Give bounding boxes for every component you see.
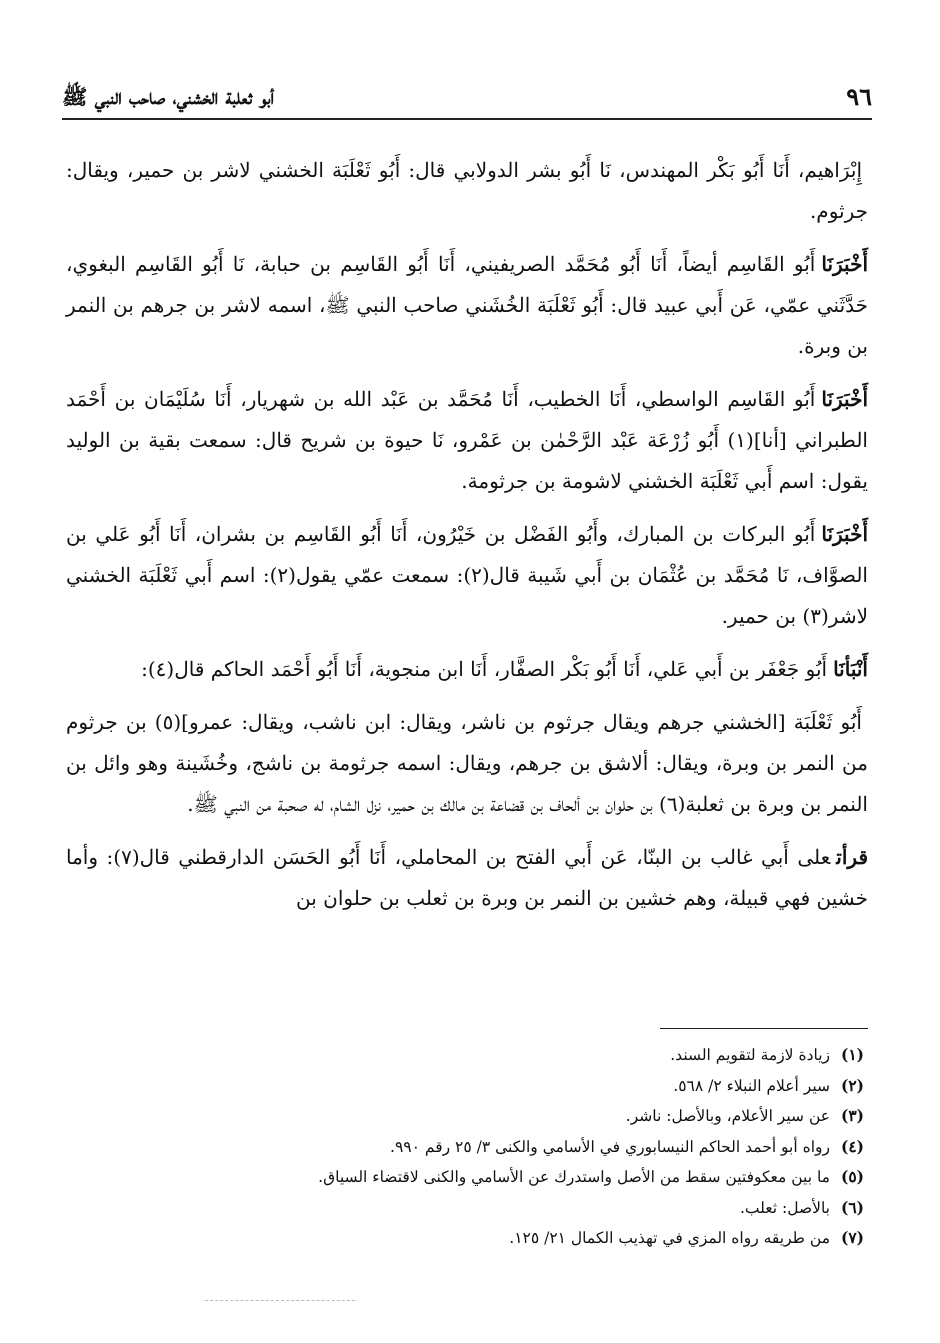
footnote-number: (١) — [840, 1045, 864, 1064]
paragraph-lead: قرأت — [836, 845, 868, 869]
paragraph-lead: أَخْبَرَنَا — [821, 387, 868, 411]
footnote-number: (٣) — [840, 1106, 864, 1125]
paragraph-text: أَبُو القَاسِم أيضاً، أَنَا أَبُو مُحَمَّد الصريفيني، أَنَا أَبُو القَاسِم بن حبابة، نَا أَبُو القَاسِم البغوي، حَدَّثَني عمّي، عَن أَبي عبيد قال: أَبُو ثَعْلَبَة الخُشَني صاحب النبي ﷺ، اسمه لاشر بن جرهم بن النمر بن وبرة. — [66, 252, 868, 358]
footnote-2 — [66, 1071, 864, 1102]
paragraph-5 — [66, 649, 868, 690]
footnote-5 — [66, 1162, 864, 1193]
page-number: ٩٦ — [846, 82, 872, 111]
footnote-number: (٧) — [840, 1228, 864, 1247]
footnote-number: (٢) — [840, 1075, 864, 1095]
paragraph-2 — [66, 244, 868, 367]
paragraph-text: أَبُو البركات بن المبارك، وأَبُو الفَضْل بن خَيْرُون، أَنَا أَبُو القَاسِم بن بشران، أَنَا أَبُو عَلي بن الصوَّاف، نَا مُحَمَّد بن عُثْمَان بن أَبي شَيبة قال(٢): سمعت عمّي يقول(٢): اسم أَبي ثَعْلَبَة الخشني لاشر(٣) بن حمير. — [66, 522, 868, 628]
paragraph-1 — [66, 150, 868, 232]
footnote-text: من طريقه رواه المزي في تهذيب الكمال ٢١/ ١٢٥. — [509, 1229, 830, 1247]
paragraph-6 — [66, 702, 868, 825]
main-text — [66, 150, 868, 931]
footnote-1 — [66, 1040, 864, 1071]
paragraph-lead: أَخْبَرَنَا — [821, 522, 868, 546]
footnote-text: عن سير الأعلام، وبالأصل: ناشر. — [625, 1107, 830, 1125]
footnote-4 — [66, 1132, 864, 1163]
page-header — [62, 74, 872, 120]
paragraph-text: أَبُو ثَعْلَبَة [الخشني جرهم ويقال جرثوم بن ناشر، ويقال: ابن ناشب، ويقال: عمرو](٥) بن جرثوم من النمر بن وبرة، ويقال: ألاشق بن جرهم، ويقال: اسمه جرثومة بن ناشج، وخُشَينة وهو وائل بن النمر بن وبرة بن ثعلبة(٦) بن حلوان بن ألحاف بن قضاعة بن مالك بن حمير، نزل الشام، له صحبة من النبي ﷺ. — [66, 710, 868, 816]
footnote-number: (٥) — [840, 1167, 864, 1186]
paragraph-lead: أَخْبَرَنَا — [821, 252, 868, 276]
paragraph-text: إِبْرَاهيم، أَنَا أَبُو بَكْر المهندس، نَا أَبُو بشر الدولابي قال: أَبُو ثَعْلَبَة الخشني لاشر بن حمير، ويقال: جرثوم. — [66, 158, 868, 223]
paragraph-lead: أَنْبَأنَا — [833, 657, 868, 681]
footnote-text: رواه أبو أحمد الحاكم النيسابوري في الأسامي والكنى ٣/ ٢٥ رقم ٩٩٠. — [390, 1137, 830, 1156]
footnote-divider — [660, 1028, 868, 1029]
footnote-7 — [66, 1223, 864, 1254]
paragraph-text: على أَبي غالب بن البنّا، عَن أَبي الفتح بن المحاملي، أَنَا أَبُو الحَسَن الدارقطني قال(٧): وأما خشين فهي قبيلة، وهم خشين بن النمر بن وبرة بن ثعلب بن حلوان بن — [66, 845, 868, 910]
paragraph-text: أَبُو جَعْفَر بن أَبي عَلي، أَنَا أَبُو بَكْر الصفَّار، أَنَا ابن منجوية، أَنَا أَبُو أَحْمَد الحاكم قال(٤): — [141, 657, 828, 681]
footnote-3 — [66, 1101, 864, 1132]
footnotes — [66, 1040, 864, 1254]
paragraph-4 — [66, 514, 868, 637]
footnote-text: ما بين معكوفتين سقط من الأصل واستدرك عن الأسامي والكنى لاقتضاء السياق. — [318, 1168, 830, 1186]
paragraph-7 — [66, 837, 868, 919]
paragraph-text: أَبُو القَاسِم الواسطي، أَنَا الخطيب، أَنَا مُحَمَّد بن عَبْد الله بن شهريار، أَنَا سُلَيْمَان بن أَحْمَد الطبراني [أنا](١) أَبُو زُرْعَة عَبْد الرَّحْمٰن بن عَمْرو، نَا حيوة بن شريح قال: سمعت بقية بن الوليد يقول: اسم أَبي ثَعْلَبَة الخشني لاشومة بن جرثومة. — [66, 387, 868, 493]
footnote-6 — [66, 1193, 864, 1224]
scan-artifact — [205, 1300, 355, 1301]
running-title: أبو ثعلبة الخشني، صاحب النبي ﷺ — [62, 84, 274, 109]
footnote-text: زيادة لازمة لتقويم السند. — [670, 1046, 830, 1064]
paragraph-3 — [66, 379, 868, 502]
footnote-text: بالأصل: ثعلب. — [740, 1198, 830, 1217]
footnote-number: (٦) — [840, 1197, 864, 1217]
footnote-text: سير أعلام النبلاء ٢/ ٥٦٨. — [673, 1076, 830, 1095]
footnote-number: (٤) — [840, 1136, 864, 1156]
